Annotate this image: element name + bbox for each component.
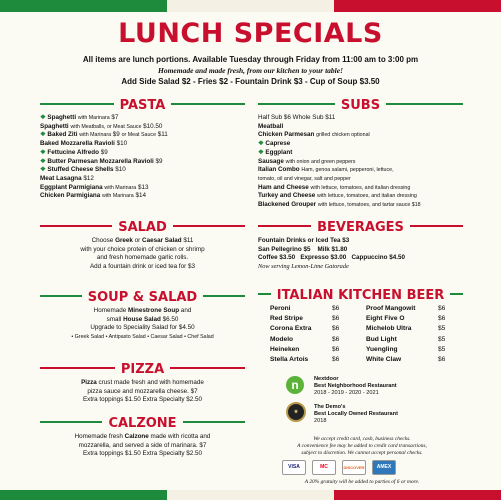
pasta-item: Meat Lasagna $12 — [40, 174, 94, 182]
sub-item: Ham and Cheese with lettuce, tomatoes, and italian dressing — [258, 183, 411, 191]
sub-item: tomato, oil and vinegar, salt and pepper — [258, 175, 351, 182]
calzone-line-2: mozzarella, and served a side of marinara. $7 — [78, 441, 207, 449]
demo-year: 2018 — [314, 418, 327, 424]
check-icon: ❖ — [40, 148, 48, 156]
gratuity-note: A 20% gratuity will be added to parties of 6 or more. — [304, 479, 420, 485]
demo-award — [286, 402, 456, 426]
nextdoor-title: Nextdoor — [314, 376, 339, 382]
flag-band-top — [0, 0, 501, 12]
check-icon: ❖ — [40, 114, 48, 121]
sub-item: Meatball — [258, 122, 284, 130]
beer-item: Eight Five O $6 — [366, 315, 446, 323]
beer-item: Proof Mangowit $6 — [366, 305, 446, 312]
check-icon: ❖ — [258, 140, 266, 148]
pasta-item: Eggplant Parmigiana with Marinara $13 — [40, 183, 149, 191]
demo-title: The Demo's — [314, 404, 346, 410]
subs-list — [258, 123, 463, 210]
pasta-item: ❖ Baked Ziti with Marinara $9 or Meat Sauce $11 — [40, 131, 168, 139]
sub-item: Blackened Grouper with lettuce, tomatoes, and tartar sauce $18 — [258, 201, 421, 209]
pasta-section — [40, 96, 245, 201]
beer-item: Corona Extra $6 — [270, 325, 340, 333]
salad-section — [40, 218, 245, 272]
tagline: Homemade and made fresh, from our kitchen to your table! — [157, 66, 343, 75]
bev-line-3: Coffee $3.50 Expresso $3.00 Cappuccino $4.50 — [258, 254, 406, 262]
beer-item: Yuengling $5 — [366, 345, 446, 353]
subs-heading: SUBS — [335, 98, 386, 114]
visa-card-icon: VISA — [282, 460, 306, 475]
intro-text — [40, 54, 461, 87]
pasta-item: ❖ Spaghetti with Marinara $7 — [40, 114, 119, 121]
pasta-item: Chicken Parmigiana with Marinara $14 — [40, 192, 147, 200]
pasta-list — [40, 114, 245, 201]
salad-heading: SALAD — [112, 220, 173, 236]
beer-section — [258, 286, 463, 368]
page-title: LUNCH SPECIALS — [118, 18, 383, 49]
beverages-section — [258, 218, 463, 272]
amex-card-icon: AMEX — [372, 460, 396, 475]
availability-line: All items are lunch portions. Available Tuesday through Friday from 11:00 am to 3:00 pm — [82, 55, 419, 64]
salad-line-3: and fresh homemade garlic rolls. — [96, 254, 189, 262]
subs-section — [258, 96, 463, 210]
pizza-section — [40, 360, 245, 405]
nextdoor-logo-icon: n — [286, 376, 304, 394]
check-icon: ❖ — [40, 131, 48, 139]
sub-item: Turkey and Cheese with lettuce, tomatoes, and italian dressing — [258, 192, 417, 200]
sub-item: ❖ Eggplant — [258, 148, 293, 156]
check-icon: ❖ — [40, 157, 48, 165]
pizza-line-1: Pizza crust made fresh and with homemade — [81, 379, 204, 386]
soup-line-1: Homemade Minestrone Soup and — [93, 307, 192, 314]
pasta-item: ❖ Fettucine Alfredo $9 — [40, 148, 108, 156]
check-icon: ❖ — [258, 148, 266, 156]
sub-sizes: Half Sub $6 Whole Sub $11 — [258, 114, 336, 121]
payment-line-3: subject to discretion. We cannot accept personal checks. — [301, 450, 423, 456]
calzone-heading: CALZONE — [102, 416, 182, 432]
bev-line-1: Fountain Drinks or Iced Tea $3 — [258, 237, 350, 244]
beer-item: Stella Artois $6 — [270, 356, 340, 364]
nextdoor-years: 2018 - 2019 - 2020 - 2021 — [314, 390, 379, 396]
soup-line-3: Upgrade to Speciality Salad for $4.50 — [90, 324, 195, 332]
soup-salad-section — [40, 288, 245, 342]
sub-item: Chicken Parmesan grilled chicken optional — [258, 131, 370, 139]
calzone-line-3: Extra toppings $1.50 Extra Specialty $2.50 — [82, 450, 202, 458]
salad-line-1: Choose Greek or Caesar Salad $11 — [91, 237, 194, 244]
pasta-item: ❖ Stuffed Cheese Shells $10 — [40, 166, 126, 174]
payment-line-1: We accept credit card, cash, business checks. — [313, 436, 411, 442]
calzone-section — [40, 414, 245, 459]
payment-line-2: A convenience fee may be added to credit card transactions, — [297, 443, 427, 449]
soup-line-2: small House Salad $6.50 — [106, 315, 179, 323]
discover-card-icon: DISCOVER — [342, 460, 366, 475]
calzone-line-1: Homemade fresh Calzone made with ricotta and — [74, 433, 211, 440]
pizza-line-3: Extra toppings $1.50 Extra Specialty $2.50 — [82, 396, 202, 404]
beer-item: Peroni $6 — [270, 305, 340, 312]
beer-item: Red Stripe $6 — [270, 315, 340, 323]
beer-item: Michelob Ultra $5 — [366, 325, 446, 333]
flag-band-bottom — [0, 490, 501, 500]
bev-line-2: San Pellegrino $5 Milk $1.80 — [258, 245, 348, 253]
nextdoor-award — [286, 376, 456, 398]
beer-heading: ITALIAN KITCHEN BEER — [271, 288, 451, 304]
pasta-heading: PASTA — [114, 98, 172, 114]
payment-notes — [262, 436, 462, 457]
sub-item: ❖ Caprese — [258, 140, 291, 148]
beer-item: Bud Light $5 — [366, 335, 446, 343]
demo-sub: Best Locally Owned Restaurant — [314, 411, 398, 417]
soup-line-4: • Greek Salad • Antipasto Salad • Caesar Salad • Chef Salad — [71, 334, 214, 341]
check-icon: ❖ — [40, 166, 48, 174]
card-logos — [282, 460, 442, 476]
pasta-item: Spaghetti with Meatballs, or Meat Sauce $10.50 — [40, 122, 163, 130]
bev-line-4: Now serving Lemon-Lime Gatorade — [258, 263, 349, 271]
sub-item: Italian Combo Ham, genoa salami, pepperoni, lettuce, — [258, 166, 394, 174]
nextdoor-sub: Best Neighborhood Restaurant — [314, 383, 397, 389]
soup-salad-heading: SOUP & SALAD — [82, 290, 203, 306]
beer-item: Heineken $6 — [270, 345, 340, 353]
sub-item: Sausage with onion and green peppers — [258, 157, 356, 165]
pasta-item: ❖ Butter Parmesan Mozzarella Ravioli $9 — [40, 157, 163, 165]
beer-list — [258, 304, 463, 368]
salad-line-4: Add a fountain drink or iced tea for $3 — [89, 263, 195, 271]
pasta-item: Baked Mozzarella Ravioli $10 — [40, 140, 128, 148]
pizza-heading: PIZZA — [115, 362, 170, 378]
beer-item: Modelo $6 — [270, 335, 340, 343]
beer-col-right — [366, 304, 458, 365]
pizza-line-2: pizza sauce and mozzarella cheese. $7 — [87, 387, 198, 395]
beer-col-left — [270, 304, 362, 365]
beer-item: White Claw $6 — [366, 356, 446, 364]
demo-seal-icon: ★ — [286, 402, 306, 422]
add-ons-line: Add Side Salad $2 - Fries $2 - Fountain Drink $3 - Cup of Soup $3.50 — [121, 77, 380, 86]
mastercard-icon: MC — [312, 460, 336, 475]
beverages-heading: BEVERAGES — [311, 220, 410, 236]
salad-line-2: with your choice protein of chicken or shrimp — [80, 245, 205, 253]
